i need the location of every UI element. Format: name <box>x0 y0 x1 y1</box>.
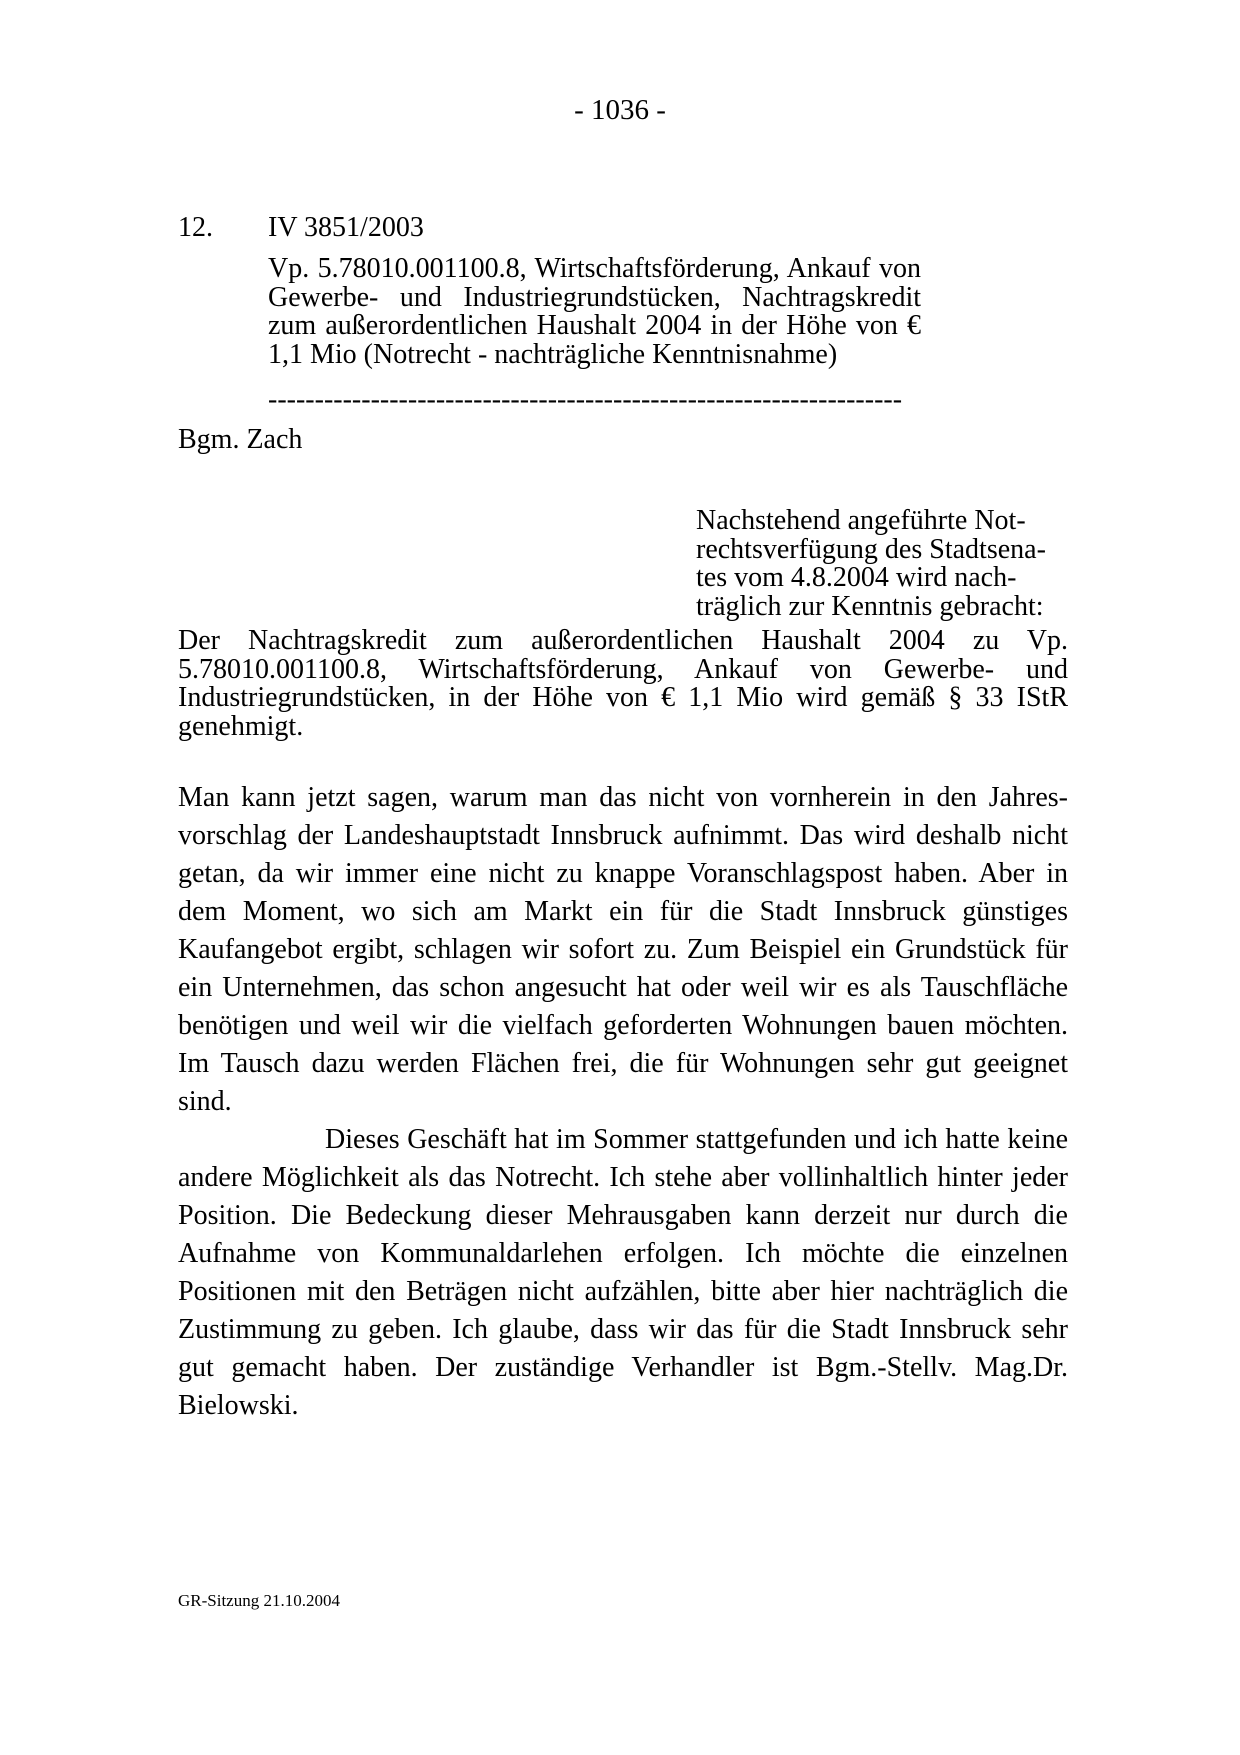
notrecht-intro: Nachstehend angeführte Notrechtsverfügung des Stadtsenates vom 4.8.2004 wird nachträglich zur Kenntnis gebracht: <box>696 505 1046 622</box>
agenda-item-number: 12. <box>178 212 213 243</box>
page-number: - 1036 - <box>574 94 666 126</box>
speech-body <box>178 779 1068 1425</box>
speech-paragraph: Dieses Geschäft hat im Sommer stattgefunden und ich hatte keine andere Möglichkeit als das Notrecht. Ich stehe aber vollinhaltlich hinter jeder Position. Die Bedeckung dieser Mehrausgaben kann derzeit nur durch die Aufnahme von Kommunaldarlehen erfolgen. Ich möchte die einzelnen Positionen mit den Beträgen nicht aufzählen, bitte aber hier nachträglich die Zustimmung zu geben. Ich glaube, dass wir das für die Stadt Innsbruck sehr gut gemacht haben. Der zuständige Verhandler ist Bgm.-Stellv. Mag.Dr. Bielowski. <box>178 1124 1068 1421</box>
agenda-item-reference: IV 3851/2003 <box>268 212 424 243</box>
footer-session: GR-Sitzung 21.10.2004 <box>178 1591 340 1610</box>
agenda-item-subject: Vp. 5.78010.001100.8, Wirtschaftsförderung, Ankauf von Gewerbe- und Industriegrundstücken, Nachtragskredit zum außerordentlichen Haushalt 2004 in der Höhe von € 1,1 Mio (Notrecht - nachträgliche Kenntnisnahme) <box>268 253 921 370</box>
agenda-item-divider: -------------------------------------------------------------------- <box>268 386 903 414</box>
resolution-text: Der Nachtragskredit zum außerordentlichen Haushalt 2004 zu Vp. 5.78010.001100.8, Wirtschaftsförderung, Ankauf von Gewerbe- und Industriegrundstücken, in der Höhe von € 1,1 Mio wird gemäß § 33 IStR genehmigt. <box>178 625 1068 742</box>
speech-paragraph: Man kann jetzt sagen, warum man das nicht von vornherein in den Jahresvorschlag der Landeshauptstadt Innsbruck aufnimmt. Das wird deshalb nicht getan, da wir immer eine nicht zu knappe Voranschlagspost haben. Aber in dem Moment, wo sich am Markt ein für die Stadt Innsbruck günstiges Kaufangebot ergibt, schlagen wir sofort zu. Zum Beispiel ein Grundstück für ein Unternehmen, das schon angesucht hat oder weil wir es als Tauschfläche benötigen und weil wir die vielfach geforderten Wohnungen bauen möchten. Im Tausch dazu werden Flächen frei, die für Wohnungen sehr gut geeignet sind. <box>178 782 1068 1117</box>
speaker-name: Bgm. Zach <box>178 424 303 455</box>
